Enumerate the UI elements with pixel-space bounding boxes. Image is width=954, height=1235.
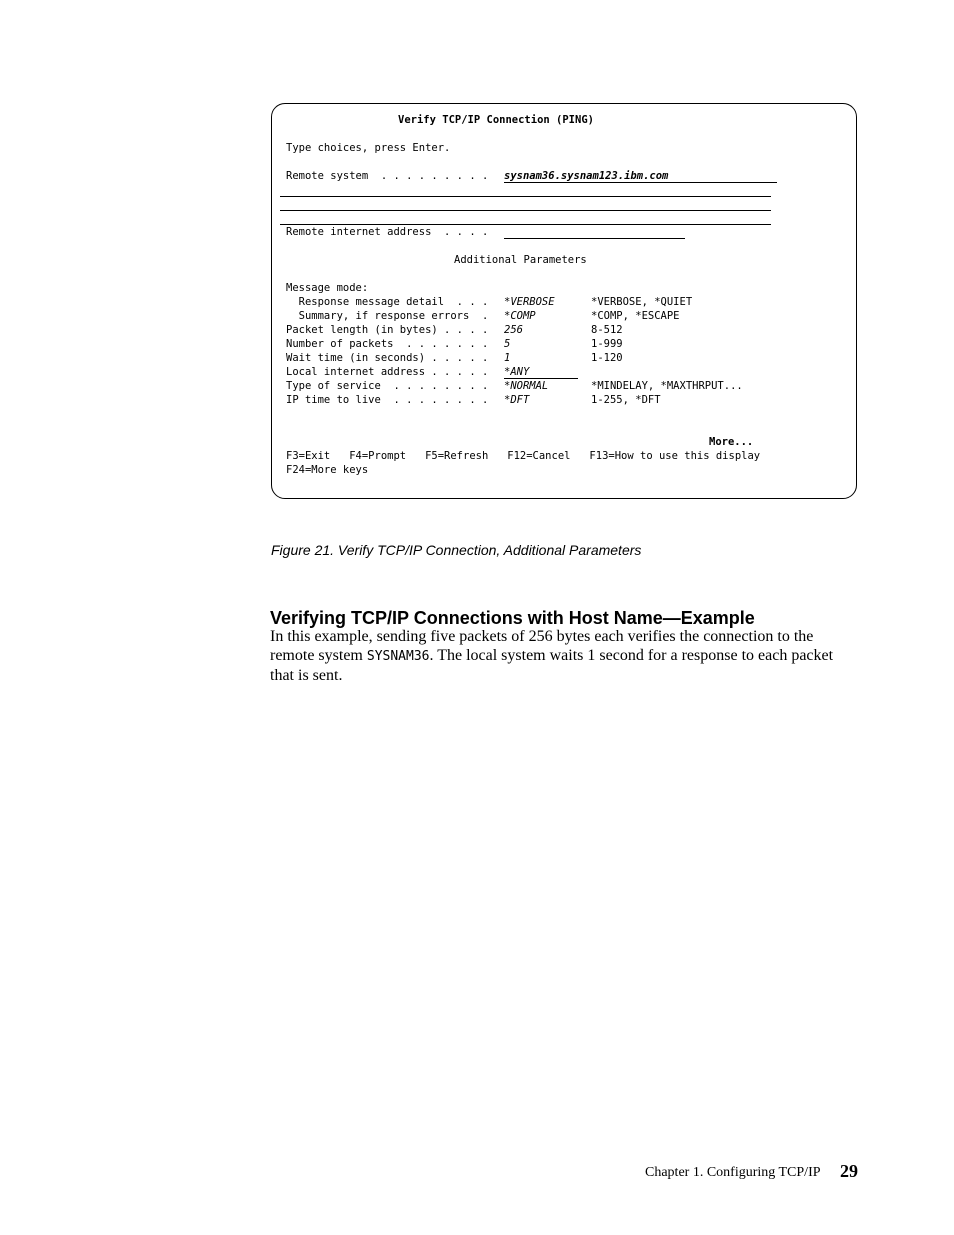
- param-value: 256: [504, 324, 523, 336]
- param-choices: *MINDELAY, *MAXTHRPUT...: [591, 380, 743, 392]
- page-number: 29: [840, 1161, 858, 1181]
- param-choices: 8-512: [591, 324, 623, 336]
- param-value: *NORMAL: [504, 380, 549, 392]
- more-indicator: More...: [709, 436, 754, 448]
- remote-internet-address-field-underline: [504, 238, 685, 239]
- param-value: *DFT: [504, 394, 530, 406]
- param-value: *COMP: [504, 310, 536, 322]
- param-label: Type of service . . . . . . . .: [286, 380, 489, 392]
- remote-system-field-underline: [504, 182, 777, 183]
- message-mode-label: Message mode:: [286, 282, 369, 294]
- param-choices: 1-255, *DFT: [591, 394, 661, 406]
- remote-system-continuation-line-2: [280, 210, 771, 211]
- param-value: *VERBOSE: [504, 296, 555, 308]
- param-value: 1: [504, 352, 511, 364]
- paragraph-text-after: . The local system waits 1 second for a response to each packet that is sent.: [270, 647, 834, 684]
- remote-system-label: Remote system . . . . . . . . .: [286, 170, 489, 182]
- screen-instruction: Type choices, press Enter.: [286, 142, 451, 154]
- param-label: Number of packets . . . . . . .: [286, 338, 489, 350]
- paragraph-text-before: In this example, sending five packets of 256 bytes each verifies the connection to the remote system: [270, 628, 814, 664]
- figure-caption: Figure 21. Verify TCP/IP Connection, Additional Parameters: [271, 542, 642, 558]
- param-choices: 1-999: [591, 338, 623, 350]
- param-label: Summary, if response errors .: [286, 310, 489, 322]
- param-label: IP time to live . . . . . . . .: [286, 394, 489, 406]
- param-label: Local internet address . . . . .: [286, 366, 489, 378]
- param-label: Packet length (in bytes) . . . .: [286, 324, 489, 336]
- param-value: *ANY: [504, 366, 530, 378]
- remote-internet-address-label: Remote internet address . . . .: [286, 226, 489, 238]
- footer-chapter: Chapter 1. Configuring TCP/IP: [645, 1165, 821, 1180]
- param-choices: 1-120: [591, 352, 623, 364]
- body-paragraph: [270, 627, 845, 685]
- param-choices: *COMP, *ESCAPE: [591, 310, 680, 322]
- section-heading: Verifying TCP/IP Connections with Host Name—Example: [270, 608, 755, 628]
- param-value: 5: [504, 338, 511, 350]
- param-label: Wait time (in seconds) . . . . .: [286, 352, 489, 364]
- function-keys-line-2: F24=More keys: [286, 464, 369, 476]
- param-choices: *VERBOSE, *QUIET: [591, 296, 693, 308]
- terminal-screen-figure: [271, 103, 857, 499]
- additional-parameters-heading: Additional Parameters: [454, 254, 587, 266]
- screen-title: Verify TCP/IP Connection (PING): [398, 114, 594, 126]
- remote-system-value: sysnam36.sysnam123.ibm.com: [504, 170, 669, 182]
- param-label: Response message detail . . .: [286, 296, 489, 308]
- function-keys-line-1: F3=Exit F4=Prompt F5=Refresh F12=Cancel F13=How to use this display: [286, 450, 761, 462]
- system-name: SYSNAM36: [366, 649, 430, 664]
- remote-system-continuation-line-1: [280, 196, 771, 197]
